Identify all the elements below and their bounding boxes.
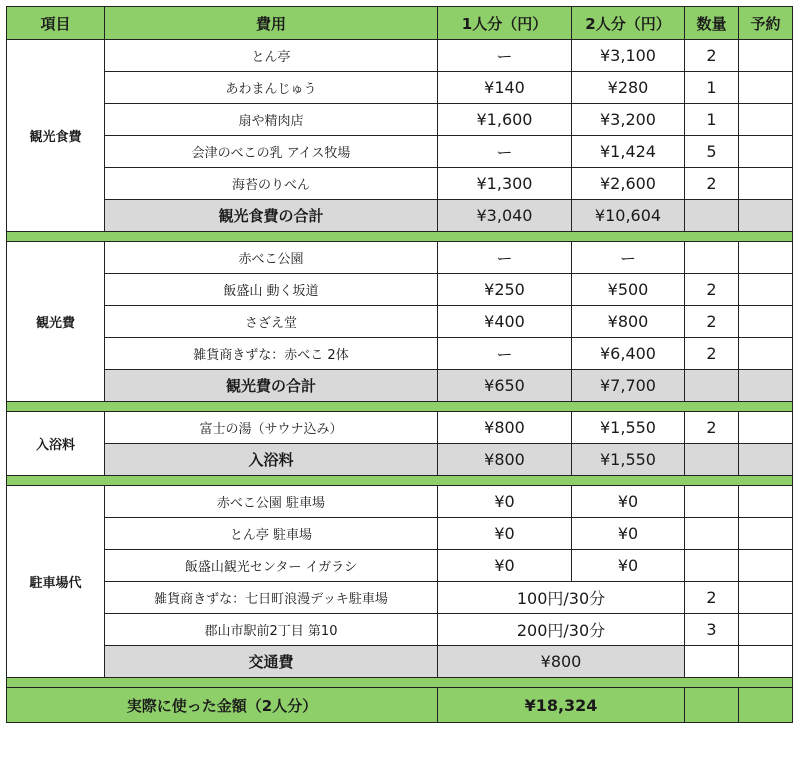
reserve-cell — [739, 242, 793, 274]
item-name: 赤べこ公園 駐車場 — [105, 486, 438, 518]
category-cell: 観光費 — [7, 242, 105, 402]
qty-value — [685, 518, 739, 550]
reserve-cell — [739, 518, 793, 550]
header-qty: 数量 — [685, 7, 739, 40]
grand-total-value: ¥18,324 — [438, 688, 685, 723]
item-name: 雑貨商きずな：赤べこ 2体 — [105, 338, 438, 370]
item-name: とん亭 駐車場 — [105, 518, 438, 550]
table-row — [7, 614, 793, 646]
item-name: あわまんじゅう — [105, 72, 438, 104]
per2-value: ¥1,550 — [572, 412, 685, 444]
rate-value: 100円/30分 — [438, 582, 685, 614]
subtotal-qty — [685, 370, 739, 402]
reserve-cell — [739, 104, 793, 136]
section-separator — [7, 476, 793, 486]
reserve-cell — [739, 412, 793, 444]
item-name: 郡山市駅前2丁目 第10 — [105, 614, 438, 646]
qty-value: 1 — [685, 72, 739, 104]
qty-value: 2 — [685, 412, 739, 444]
qty-value — [685, 486, 739, 518]
table-row — [7, 104, 793, 136]
reserve-cell — [739, 486, 793, 518]
per1-value: ¥140 — [438, 72, 572, 104]
per2-value: ¥0 — [572, 486, 685, 518]
per2-value: ¥2,600 — [572, 168, 685, 200]
subtotal-reserve — [739, 200, 793, 232]
table-row — [7, 338, 793, 370]
subtotal-row — [7, 370, 793, 402]
table-row — [7, 550, 793, 582]
per2-value: ¥800 — [572, 306, 685, 338]
per2-value: ¥280 — [572, 72, 685, 104]
item-name: 会津のべこの乳 アイス牧場 — [105, 136, 438, 168]
item-name: さざえ堂 — [105, 306, 438, 338]
per2-value: ¥0 — [572, 518, 685, 550]
per1-value: ー — [438, 242, 572, 274]
item-name: とん亭 — [105, 40, 438, 72]
subtotal-reserve — [739, 370, 793, 402]
qty-value: 2 — [685, 168, 739, 200]
item-name: 赤べこ公園 — [105, 242, 438, 274]
subtotal-per2: ¥7,700 — [572, 370, 685, 402]
subtotal-row — [7, 646, 793, 678]
rate-value: 200円/30分 — [438, 614, 685, 646]
subtotal-per1: ¥800 — [438, 444, 572, 476]
subtotal-per1: ¥3,040 — [438, 200, 572, 232]
reserve-cell — [739, 582, 793, 614]
qty-value: 2 — [685, 306, 739, 338]
category-cell: 駐車場代 — [7, 486, 105, 678]
per1-value: ¥400 — [438, 306, 572, 338]
reserve-cell — [739, 338, 793, 370]
section-separator — [7, 678, 793, 688]
qty-value — [685, 550, 739, 582]
grand-total-reserve — [739, 688, 793, 723]
per2-value: ¥500 — [572, 274, 685, 306]
per1-value: ¥0 — [438, 550, 572, 582]
category-cell: 入浴料 — [7, 412, 105, 476]
subtotal-per2: ¥1,550 — [572, 444, 685, 476]
table-row — [7, 168, 793, 200]
header-item: 項目 — [7, 7, 105, 40]
subtotal-reserve — [739, 444, 793, 476]
category-cell: 観光食費 — [7, 40, 105, 232]
table-row — [7, 582, 793, 614]
item-name: 飯盛山観光センター イガラシ — [105, 550, 438, 582]
qty-value — [685, 242, 739, 274]
qty-value: 5 — [685, 136, 739, 168]
table-row — [7, 306, 793, 338]
table-row — [7, 486, 793, 518]
subtotal-qty — [685, 444, 739, 476]
table-row — [7, 72, 793, 104]
subtotal-reserve — [739, 646, 793, 678]
per1-value: ー — [438, 40, 572, 72]
reserve-cell — [739, 136, 793, 168]
item-name: 飯盛山 動く坂道 — [105, 274, 438, 306]
per1-value: ¥800 — [438, 412, 572, 444]
item-name: 海苔のりべん — [105, 168, 438, 200]
table-row — [7, 518, 793, 550]
reserve-cell — [739, 72, 793, 104]
reserve-cell — [739, 306, 793, 338]
qty-value: 2 — [685, 582, 739, 614]
per2-value: ¥6,400 — [572, 338, 685, 370]
per2-value: ¥3,100 — [572, 40, 685, 72]
table-row — [7, 136, 793, 168]
item-name: 雑貨商きずな：七日町浪漫デッキ駐車場 — [105, 582, 438, 614]
per1-value: ¥0 — [438, 486, 572, 518]
header-cost: 費用 — [105, 7, 438, 40]
per1-value: ー — [438, 136, 572, 168]
qty-value: 2 — [685, 338, 739, 370]
per2-value: ¥1,424 — [572, 136, 685, 168]
reserve-cell — [739, 274, 793, 306]
header-row — [7, 7, 793, 40]
subtotal-per1: ¥650 — [438, 370, 572, 402]
per1-value: ー — [438, 338, 572, 370]
subtotal-label: 入浴料 — [105, 444, 438, 476]
header-per2: 2人分（円） — [572, 7, 685, 40]
subtotal-qty — [685, 200, 739, 232]
reserve-cell — [739, 550, 793, 582]
grand-total-qty — [685, 688, 739, 723]
grand-total-row — [7, 688, 793, 723]
subtotal-qty — [685, 646, 739, 678]
table-row — [7, 242, 793, 274]
subtotal-label: 交通費 — [105, 646, 438, 678]
subtotal-value: ¥800 — [438, 646, 685, 678]
grand-total-label: 実際に使った金額（2人分） — [7, 688, 438, 723]
table-row — [7, 274, 793, 306]
per2-value: ¥0 — [572, 550, 685, 582]
reserve-cell — [739, 614, 793, 646]
subtotal-label: 観光費の合計 — [105, 370, 438, 402]
qty-value: 1 — [685, 104, 739, 136]
qty-value: 2 — [685, 274, 739, 306]
header-per1: 1人分（円） — [438, 7, 572, 40]
item-name: 扇や精肉店 — [105, 104, 438, 136]
section-separator — [7, 232, 793, 242]
subtotal-label: 観光食費の合計 — [105, 200, 438, 232]
per2-value: ー — [572, 242, 685, 274]
qty-value: 2 — [685, 40, 739, 72]
section-separator — [7, 402, 793, 412]
subtotal-per2: ¥10,604 — [572, 200, 685, 232]
per1-value: ¥1,300 — [438, 168, 572, 200]
per1-value: ¥250 — [438, 274, 572, 306]
item-name: 富士の湯（サウナ込み） — [105, 412, 438, 444]
subtotal-row — [7, 200, 793, 232]
per1-value: ¥1,600 — [438, 104, 572, 136]
expense-table — [6, 6, 793, 723]
reserve-cell — [739, 40, 793, 72]
subtotal-row — [7, 444, 793, 476]
per2-value: ¥3,200 — [572, 104, 685, 136]
header-reserve: 予約 — [739, 7, 793, 40]
qty-value: 3 — [685, 614, 739, 646]
per1-value: ¥0 — [438, 518, 572, 550]
table-row — [7, 412, 793, 444]
table-row — [7, 40, 793, 72]
reserve-cell — [739, 168, 793, 200]
